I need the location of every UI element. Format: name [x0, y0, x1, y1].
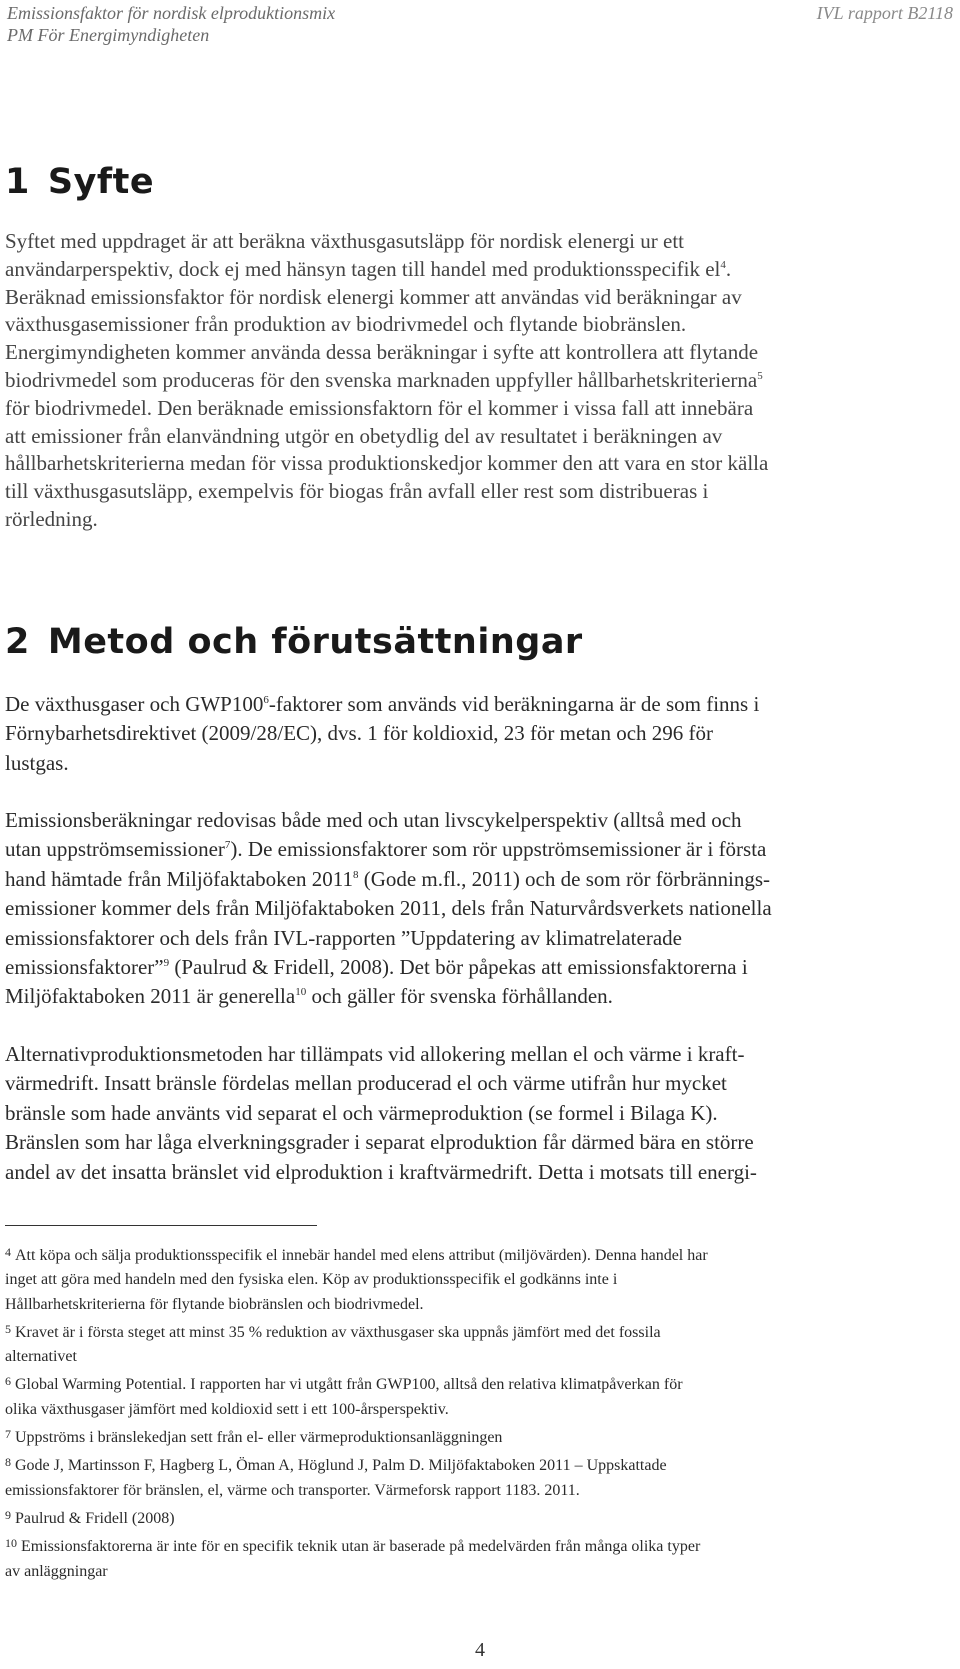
footnote-ref: 10 [295, 986, 307, 999]
text-line: emissioner kommer dels från Miljöfaktaboken 2011, dels från Naturvårdsverkets nationella [5, 896, 772, 921]
footnote-ref: 4 [720, 258, 726, 271]
footnote-line: olika växthusgaser jämfört med koldioxid sett i ett 100-årsperspektiv. [5, 1400, 449, 1418]
text-line: bränsle som hade använts vid separat el och värmeproduktion (se formel i Bilaga K). [5, 1100, 718, 1125]
footnotes [5, 1240, 945, 1584]
footnote-ref: 8 [352, 868, 359, 881]
text-line: för biodrivmedel. Den beräknade emissionsfaktorn för el kommer i vissa fall att innebära [5, 395, 754, 420]
running-header [7, 2, 953, 48]
text-line: andel av det insatta bränslet vid elproduktion i kraftvärmedrift. Detta i motsats till energi- [5, 1159, 757, 1184]
header-report-number: IVL rapport B2118 [816, 3, 953, 23]
footnote-line: $^7$ Uppströms i bränslekedjan sett från el- eller värmeproduktionsanläggningen [5, 1427, 503, 1447]
section-1-title: Syfte [47, 162, 155, 202]
section-1-heading [5, 162, 154, 202]
footnote-line: $^8$ Gode J, Martinsson F, Hagberg L, Öman A, Höglund J, Palm D. Miljöfaktaboken 2011 – Uppskattade [5, 1455, 667, 1475]
text-line: till växthusgasutsläpp, exempelvis för biogas från avfall eller rest som distribueras i [5, 479, 709, 504]
page-number: 4 [475, 1639, 485, 1661]
footnote-number: 9 [5, 1507, 11, 1522]
footnote-line: Hållbarhetskriterierna för flytande biobränslen och biodrivmedel. [5, 1295, 424, 1313]
header-recipient: PM För Energimyndigheten [7, 25, 210, 45]
text-line: emissionsfaktorer”$^9$ (Paulrud & Fridell, 2008). Det bör påpekas att emissionsfaktorerna i [5, 955, 748, 980]
section-2-paragraph-1 [5, 690, 945, 778]
footnote-line: alternativet [5, 1348, 77, 1366]
text-line: biodrivmedel som produceras för den svenska marknaden uppfyller hållbarhetskriterierna$^5$ [5, 367, 763, 392]
section-2-number: 2 [5, 622, 30, 662]
section-1-paragraph [5, 228, 945, 534]
text-line: växthusgasemissioner från produktion av biodrivmedel och flytande biobränslen. [5, 312, 687, 337]
footnote-line: $^6$ Global Warming Potential. I rapporten har vi utgått från GWP100, alltså den relativa klimatpåverkan för [5, 1374, 683, 1394]
text-line: lustgas. [5, 750, 69, 775]
text-line: Energimyndigheten kommer använda dessa beräkningar i syfte att kontrollera att flytande [5, 340, 759, 365]
footnote-line: $^{10}$ Emissionsfaktorerna är inte för en specifik teknik utan är baserade på medelvärden från många olika typer [5, 1536, 701, 1556]
text-line: Beräknad emissionsfaktor för nordisk elenergi kommer att användas vid beräkningar av [5, 284, 742, 309]
footnote-number: 7 [5, 1427, 11, 1442]
footnote-ref: 6 [263, 694, 269, 706]
text-line: utan uppströmsemissioner$^7$). De emissionsfaktorer som rör uppströmsemissioner är i första [5, 837, 767, 862]
footnote-line: $^9$ Paulrud & Fridell (2008) [5, 1507, 175, 1527]
text-line: Emissionsberäkningar redovisas både med och utan livscykelperspektiv (alltså med och [5, 808, 742, 832]
text-line: hållbarhetskriterierna medan för vissa produktionskedjor kommer den att vara en stor källa [5, 451, 769, 476]
footnote-separator [5, 1225, 317, 1226]
text-line: emissionsfaktorer och dels från IVL-rapporten ”Uppdatering av klimatrelaterade [5, 925, 682, 950]
footnote-line: $^5$ Kravet är i första steget att minst 35 % reduktion av växthusgaser ska uppnås jämfört med det fossila [5, 1321, 661, 1341]
footnote-number: 4 [5, 1245, 11, 1259]
text-line: användarperspektiv, dock ej med hänsyn tagen till handel med produktionsspecifik $el^4$. [5, 256, 732, 281]
section-2-paragraph-2 [5, 806, 945, 1012]
footnote-ref: 7 [224, 839, 231, 852]
footnote-ref: 5 [757, 369, 763, 382]
section-2-heading [5, 622, 583, 662]
text-line: Bränslen som har låga elverkningsgrader i separat elproduktion får därmed bära en större [5, 1130, 754, 1155]
text-line: Syftet med uppdraget är att beräkna växthusgasutsläpp för nordisk elenergi ur ett [5, 229, 684, 253]
text-line: värmedrift. Insatt bränsle fördelas mellan producerad el och värme utifrån hur mycket [5, 1071, 727, 1096]
text-line: hand hämtade från Miljöfaktaboken 2011$^8$ (Gode m.fl., 2011) och de som rör förbrännings- [5, 866, 770, 891]
section-2-title: Metod och förutsättningar [47, 622, 583, 662]
header-report-title: Emissionsfaktor för nordisk elproduktionsmix [7, 3, 336, 23]
footnote-number: 8 [5, 1455, 11, 1470]
footnote-line: emissionsfaktorer för bränslen, el, värme och transporter. Värmeforsk rapport 1183. 2011. [5, 1481, 580, 1499]
footnote-line: av anläggningar [5, 1562, 108, 1580]
text-line: Miljöfaktaboken 2011 är generella$^{10}$ och gäller för svenska förhållanden. [5, 984, 613, 1009]
text-line: Förnybarhetsdirektivet (2009/28/EC), dvs. 1 för koldioxid, 23 för metan och 296 för [5, 721, 714, 746]
section-2-paragraph-3 [5, 1040, 945, 1187]
footnote-number: 5 [5, 1321, 11, 1336]
footnote-line: $^4$ Att köpa och sälja produktionsspecifik el innebär handel med elens attribut (miljövärden). Denna handel har [5, 1245, 708, 1264]
section-1-number: 1 [5, 162, 30, 202]
footnote-ref: 9 [163, 957, 170, 970]
text-line: De växthusgaser och $GWP100^6$-faktorer som används vid beräkningarna är de som finns i [5, 692, 760, 716]
footnote-number: 10 [5, 1536, 17, 1551]
footnote-number: 6 [5, 1374, 11, 1389]
text-line: att emissioner från elanvändning utgör en obetydlig del av resultatet i beräkningen av [5, 423, 723, 448]
text-line: rörledning. [5, 506, 98, 531]
footnote-line: inget att göra med handeln med den fysiska elen. Köp av produktionsspecifik el godkänns inte i [5, 1271, 618, 1289]
text-line: Alternativproduktionsmetoden har tillämpats vid allokering mellan el och värme i kraft- [5, 1042, 745, 1066]
